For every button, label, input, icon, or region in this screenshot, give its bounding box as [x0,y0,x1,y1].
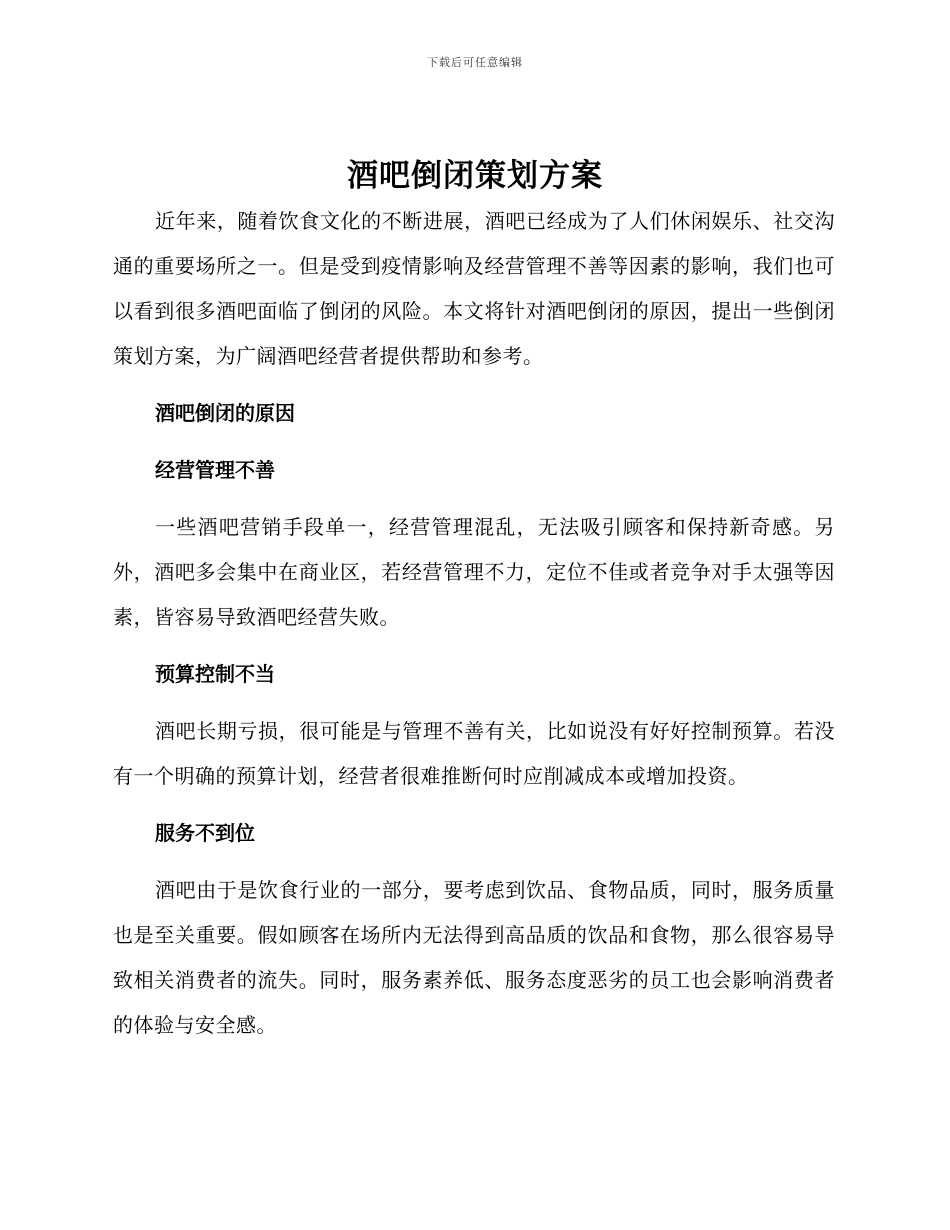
document-title: 酒吧倒闭策划方案 [347,158,603,194]
subsection-heading-management: 经营管理不善 [155,458,275,482]
document-body [113,199,835,1048]
section-heading: 酒吧倒闭的原因 [155,401,295,425]
header-note: 下载后可任意编辑 [427,56,523,69]
subsection-body-service: 酒吧由于是饮食行业的一部分，要考虑到饮品、食物品质，同时，服务质量也是至关重要。假如顾客在场所内无法得到高品质的饮品和食物，那么很容易导致相关消费者的流失。同时，服务素养低、服务态度恶劣的员工也会影响消费者的体验与安全感。 [113,878,835,1037]
subsection-heading-budget: 预算控制不当 [155,662,275,686]
subsection-body-management: 一些酒吧营销手段单一，经营管理混乱，无法吸引顾客和保持新奇感。另外，酒吧多会集中在商业区，若经营管理不力，定位不佳或者竞争对手太强等因素，皆容易导致酒吧经营失败。 [113,515,835,629]
intro-paragraph: 近年来，随着饮食文化的不断进展，酒吧已经成为了人们休闲娱乐、社交沟通的重要场所之一。但是受到疫情影响及经营管理不善等因素的影响，我们也可以看到很多酒吧面临了倒闭的风险。本文将针对酒吧倒闭的原因，提出一些倒闭策划方案，为广阔酒吧经营者提供帮助和参考。 [113,209,835,368]
subsection-body-budget: 酒吧长期亏损，很可能是与管理不善有关，比如说没有好好控制预算。若没有一个明确的预算计划，经营者很难推断何时应削减成本或增加投资。 [113,719,835,788]
subsection-heading-service: 服务不到位 [155,821,255,845]
